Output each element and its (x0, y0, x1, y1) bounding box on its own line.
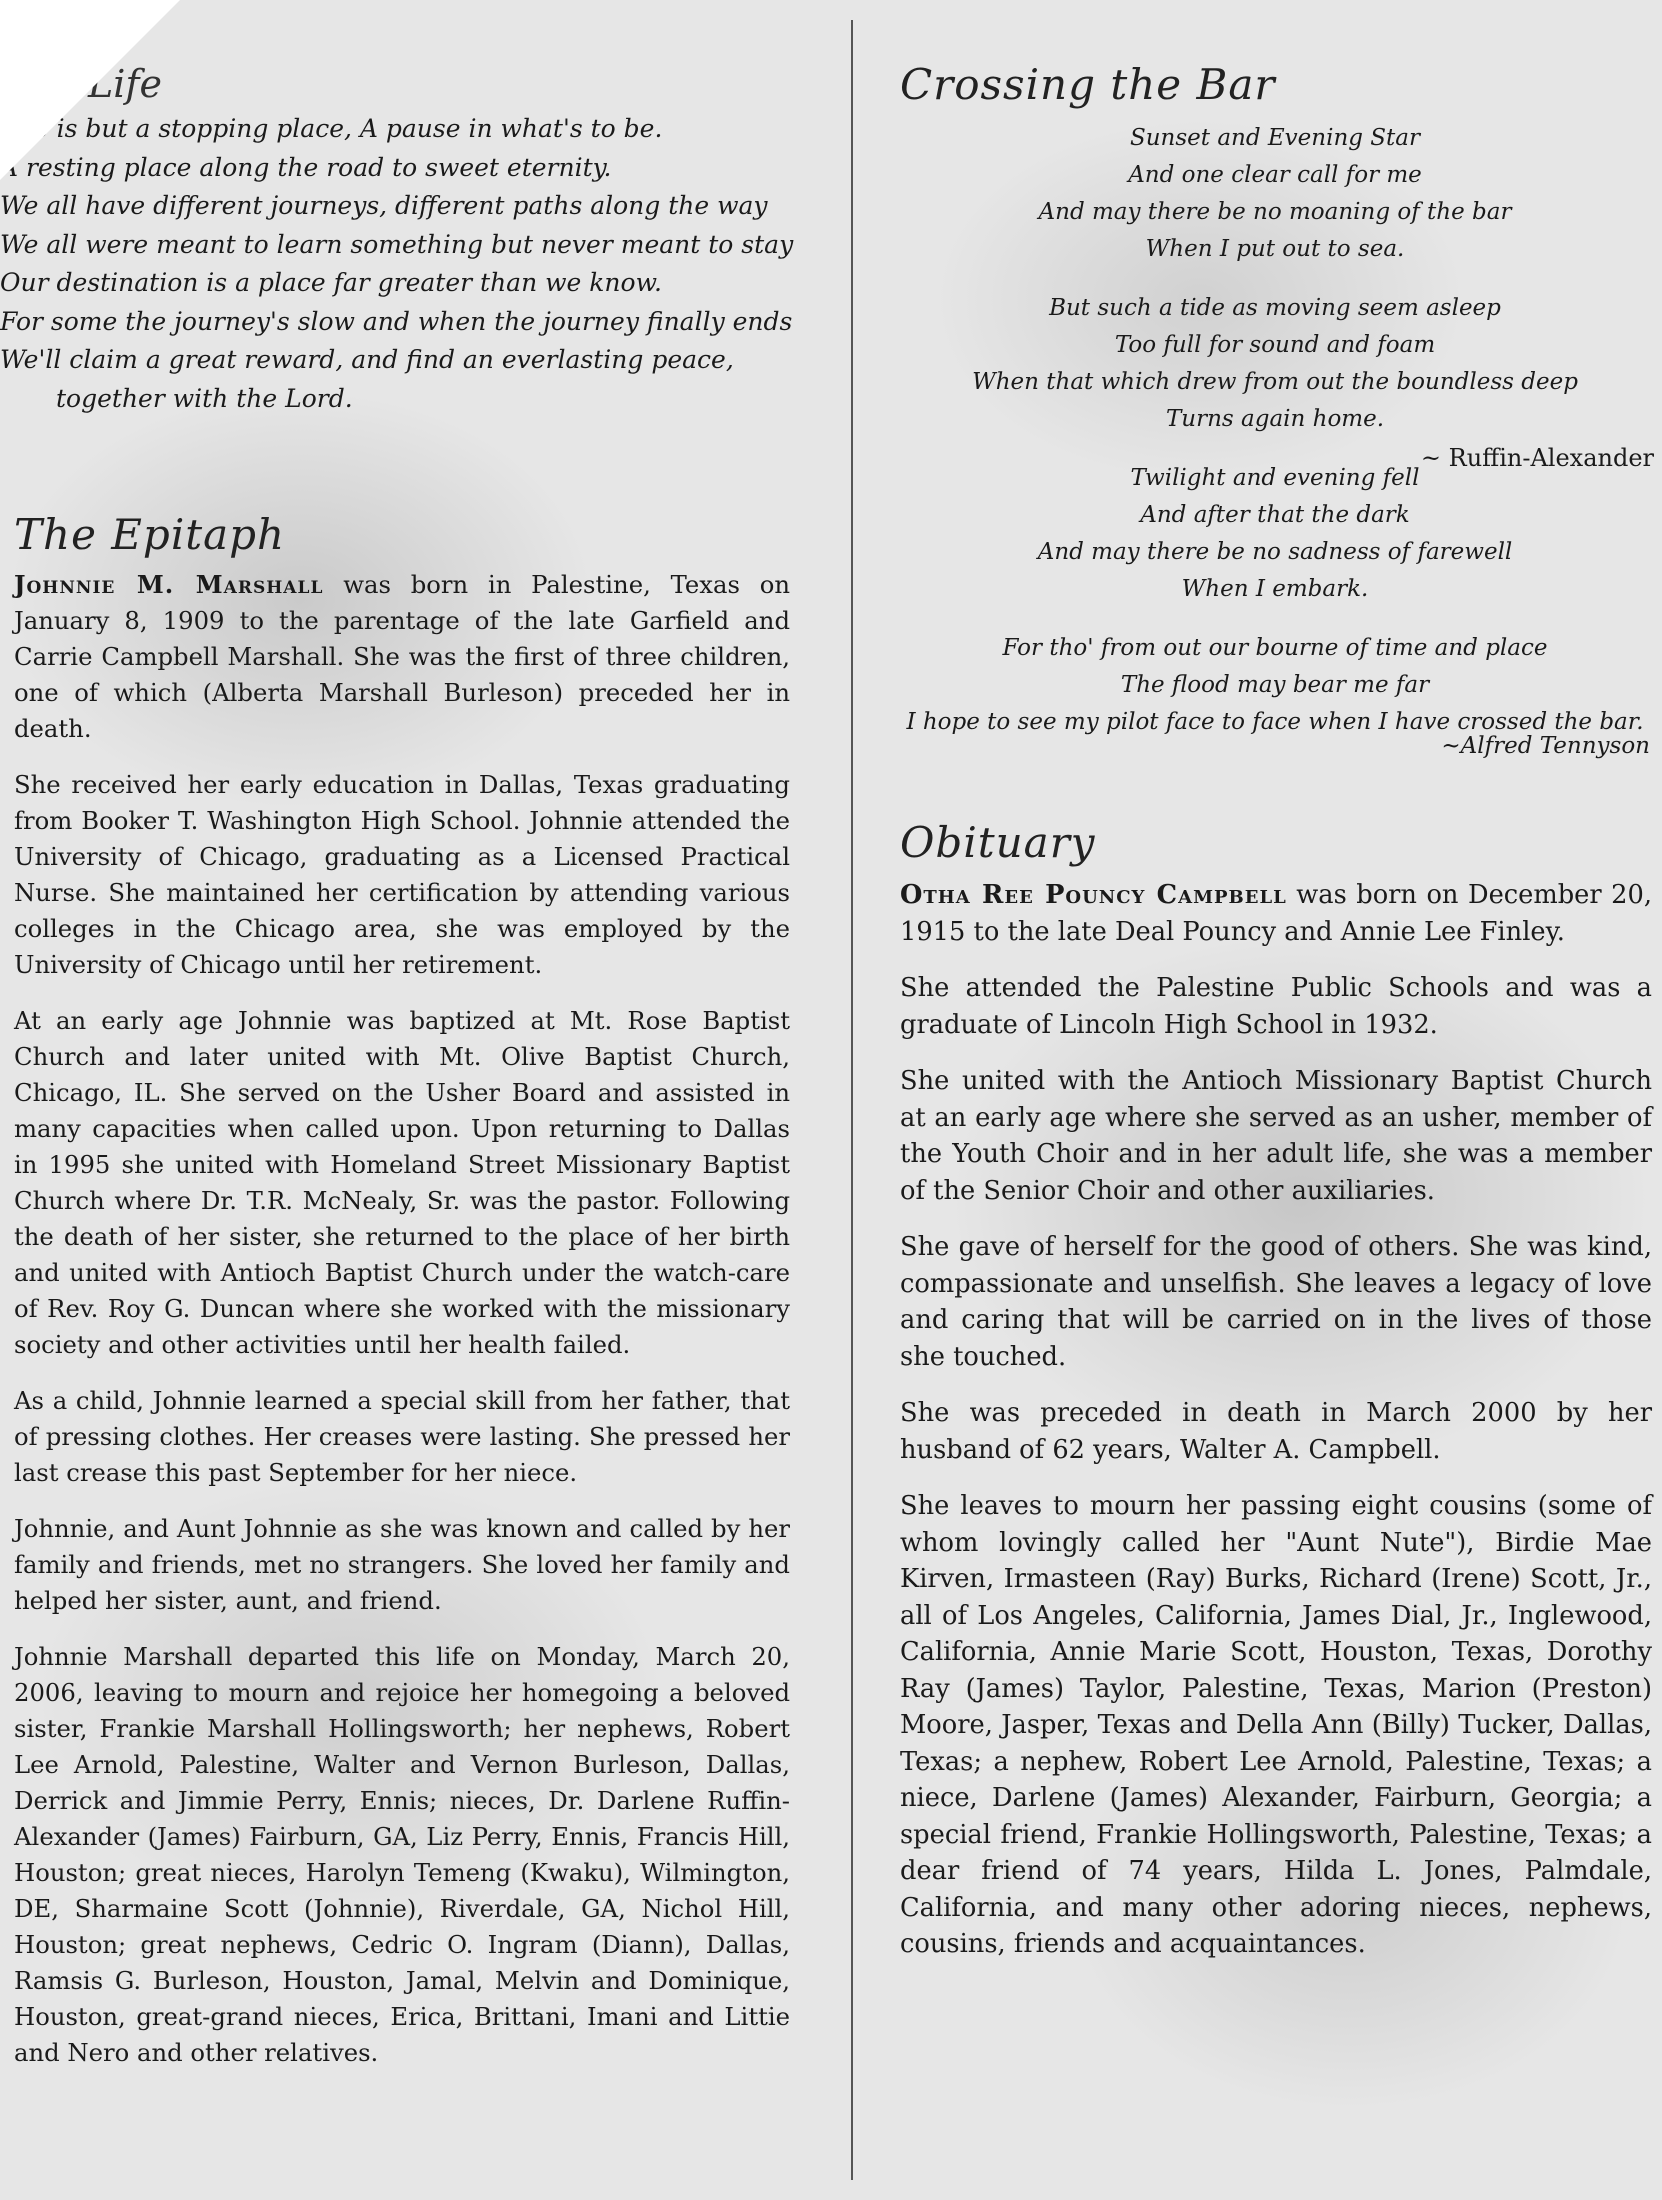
epitaph-heading: The Epitaph (14, 510, 286, 559)
obituary-heading: Obituary (900, 818, 1096, 867)
poem-line: We all were meant to learn something but never meant to stay (0, 229, 794, 259)
poem-line: And one clear call for me (1128, 162, 1422, 188)
deceased-name: Johnnie M. Marshall (14, 570, 324, 599)
obituary-body (900, 877, 1652, 1983)
poem-line: A resting place along the road to sweet eternity. (0, 152, 612, 182)
poem-line: I hope to see my pilot face to face when I have crossed the bar. (906, 709, 1644, 735)
column-divider (851, 20, 853, 2180)
obituary-paragraph: She was preceded in death in March 2000 by her husband of 62 years, Walter A. Campbell. (900, 1398, 1652, 1465)
poem-line: Twilight and evening fell (1130, 465, 1420, 491)
obituary-paragraph: She attended the Palestine Public Schools and was a graduate of Lincoln High School in 1932. (900, 973, 1652, 1040)
epitaph-paragraph (14, 567, 790, 747)
epitaph-paragraph: At an early age Johnnie was baptized at Mt. Rose Baptist Church and later united with Mt. Olive Baptist Church, Chicago, IL. She served on the Usher Board and assisted in many capacities when called upon. Upon returning to Dallas in 1995 she united with Homeland Street Missionary Baptist Church where Dr. T.R. McNealy, Sr. was the pastor. Following the death of her sister, she returned to the place of her birth and united with Antioch Baptist Church under the watch-care of Rev. Roy G. Duncan where she worked with the missionary society and other activities until her health failed. (14, 1006, 790, 1359)
crossing-the-bar-heading: Crossing the Bar (900, 60, 1276, 109)
poem-line: Our destination is a place far greater than we know. (0, 268, 662, 297)
folded-corner (0, 0, 180, 180)
poem-line: Life is but a stopping place, A pause in what's to be. (0, 114, 663, 143)
epitaph-paragraph: As a child, Johnnie learned a special skill from her father, that of pressing clothes. Her creases were lasting. She pressed her last crease this past September for her niece. (14, 1386, 790, 1487)
epitaph-paragraph: She received her early education in Dallas, Texas graduating from Booker T. Washington High School. Johnnie attended the University of Chicago, graduating as a Licensed Practical Nurse. She maintained her certification by attending various colleges in the Chicago area, she was employed by the University of Chicago until her retirement. (14, 770, 790, 979)
obituary-paragraph-text: was born on December 20, 1915 to the late Deal Pouncy and Annie Lee Finley. (900, 880, 1652, 947)
poem-line: And may there be no moaning of the bar (1038, 199, 1512, 225)
deceased-name: Otha Ree Pouncy Campbell (900, 880, 1287, 910)
poem-line: Sunset and Evening Star (1129, 125, 1421, 151)
life-poem-credit: ~ Ruffin-Alexander (1420, 444, 1654, 472)
poem-line: When I put out to sea. (1145, 236, 1405, 262)
epitaph-paragraph: Johnnie, and Aunt Johnnie as she was known and called by her family and friends, met no strangers. She loved her family and helped her sister, aunt, and friend. (14, 1514, 790, 1615)
obituary-paragraph (900, 877, 1652, 950)
poem-stanza (900, 290, 1650, 438)
poem-line: We'll claim a great reward, and find an everlasting peace, (0, 345, 734, 374)
poem-stanza (900, 630, 1650, 741)
epitaph-paragraph-text: was born in Palestine, Texas on January 8, 1909 to the parentage of the late Garfield and Carrie Campbell Marshall. She was the first of three children, one of which (Alberta Marshall Burleson) preceded her in death. (14, 570, 791, 743)
poem-line: And after that the dark (1140, 502, 1410, 528)
poem-stanza (900, 120, 1650, 268)
obituary-paragraph: She leaves to mourn her passing eight cousins (some of whom lovingly called her "Aunt Nute"), Birdie Mae Kirven, Irmasteen (Ray) Burks, Richard (Irene) Scott, Jr., all of Los Angeles, California, James Dial, Jr., Inglewood, California, Annie Marie Scott, Houston, Texas, Dorothy Ray (James) Taylor, Palestine, Texas, Marion (Preston) Moore, Jasper, Texas and Della Ann (Billy) Tucker, Dallas, Texas; a nephew, Robert Lee Arnold, Palestine, Texas; a niece, Darlene (James) Alexander, Fairburn, Georgia; a special friend, Frankie Hollingsworth, Palestine, Texas; a dear friend of 74 years, Hilda L. Jones, Palmdale, California, and many other adoring nieces, nephews, cousins, friends and acquaintances. (900, 1491, 1652, 1959)
epitaph-paragraph: Johnnie Marshall departed this life on Monday, March 20, 2006, leaving to mourn and rejoice her homegoing a beloved sister, Frankie Marshall Hollingsworth; her nephews, Robert Lee Arnold, Palestine, Walter and Vernon Burleson, Dallas, Derrick and Jimmie Perry, Ennis; nieces, Dr. Darlene Ruffin-Alexander (James) Fairburn, GA, Liz Perry, Ennis, Francis Hill, Houston; great nieces, Harolyn Temeng (Kwaku), Wilmington, DE, Sharmaine Scott (Johnnie), Riverdale, GA, Nichol Hill, Houston; great nephews, Cedric O. Ingram (Diann), Dallas, Ramsis G. Burleson, Houston, Jamal, Melvin and Dominique, Houston, great-grand nieces, Erica, Brittani, Imani and Littie and Nero and other relatives. (14, 1642, 790, 2067)
poem-line: We all have different journeys, different paths along the way (0, 191, 768, 220)
poem-line: Turns again home. (1165, 406, 1385, 432)
poem-line: For some the journey's slow and when the journey finally ends (0, 306, 793, 336)
poem-line: Too full for sound and foam (1114, 332, 1436, 358)
poem-line: For tho' from out our bourne of time and place (1002, 635, 1548, 661)
crossing-the-bar-poem (900, 120, 1650, 763)
poem-line: When I embark. (1181, 576, 1369, 602)
poem-stanza (900, 460, 1650, 608)
obituary-paragraph: She united with the Antioch Missionary Baptist Church at an early age where she served as an usher, member of the Youth Choir and in her adult life, she was a member of the Senior Choir and other auxiliaries. (900, 1066, 1652, 1206)
life-poem-title: Life (88, 62, 162, 106)
poem-line: together with the Lord. (56, 383, 353, 413)
poem-line: But such a tide as moving seem asleep (1049, 295, 1501, 321)
poem-line: The flood may bear me far (1120, 672, 1430, 698)
poem-line: When that which drew from out the boundless deep (972, 369, 1578, 395)
crossing-the-bar-credit: ~Alfred Tennyson (1441, 733, 1650, 759)
poem-line: And may there be no sadness of farewell (1037, 539, 1513, 565)
epitaph-body (14, 567, 790, 2091)
obituary-paragraph: She gave of herself for the good of others. She was kind, compassionate and unselfish. She leaves a legacy of love and caring that will be carried on in the lives of those she touched. (900, 1232, 1652, 1372)
